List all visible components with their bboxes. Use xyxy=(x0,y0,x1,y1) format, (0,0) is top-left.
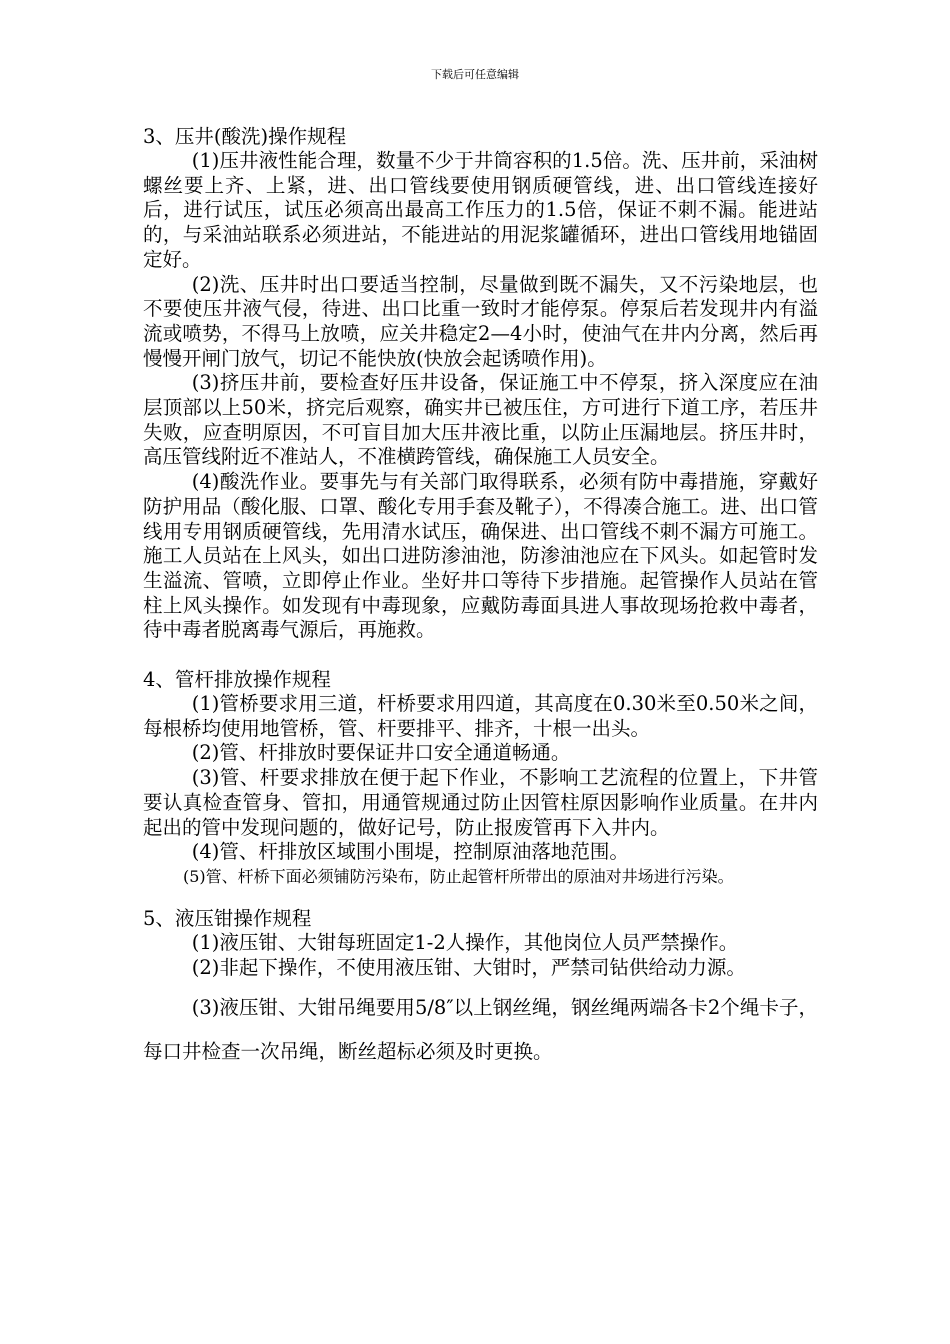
section-title-5: 5、液压钳操作规程 xyxy=(143,906,312,930)
paragraph: (5)管、杆桥下面必须铺防污染布，防止起管杆所带出的原油对井场进行污染。 xyxy=(183,866,734,886)
paragraph: (1)压井液性能合理，数量不少于井筒容积的1.5倍。洗、压井前，采油树螺丝要上齐、上紧，进、出口管线要使用钢质硬管线，进、出口管线连接好后，进行试压，试压必须高出最高工作压力的1.5倍，保证不刺不漏。能进站的，与采油站联系必须进站，不能进站的用泥浆罐循环，进出口管线用地锚固定好。 xyxy=(143,149,818,271)
paragraph: (3)挤压井前，要检查好压井设备，保证施工中不停泵，挤入深度应在油层顶部以上50米，挤完后观察，确实井已被压住，方可进行下道工序，若压井失败，应查明原因，不可盲目加大压井液比重，以防止压漏地层。挤压井时，高压管线附近不准站人，不准横跨管线，确保施工人员安全。 xyxy=(143,371,818,469)
page-header: 下载后可任意编辑 xyxy=(431,68,519,81)
section-spacer xyxy=(143,643,818,667)
paragraph: (1)管桥要求用三道，杆桥要求用四道，其高度在0.30米至0.50米之间，每根桥均使用地管桥，管、杆要排平、排齐，十根一出头。 xyxy=(143,692,818,740)
section-title-3: 3、压井(酸洗)操作规程 xyxy=(143,125,347,148)
document-body xyxy=(143,124,818,1074)
section-title-4: 4、管杆排放操作规程 xyxy=(143,668,331,692)
paragraph: (2)非起下操作，不使用液压钳、大钳时，严禁司钻供给动力源。 xyxy=(191,955,746,979)
section-spacer xyxy=(143,889,818,906)
paragraph: (1)液压钳、大钳每班固定1-2人操作，其他岗位人员严禁操作。 xyxy=(191,930,739,954)
paragraph: (3)管、杆要求排放在便于起下作业，不影响工艺流程的位置上，下井管要认真检查管身、管扣，用通管规通过防止因管柱原因影响作业质量。在井内起出的管中发现问题的，做好记号，防止报废管再下入井内。 xyxy=(143,766,818,839)
paragraph: (3)液压钳、大钳吊绳要用5/8″以上钢丝绳，钢丝绳两端各卡2个绳卡子，每口井检查一次吊绳，断丝超标必须及时更换。 xyxy=(143,996,818,1064)
paragraph: (4)酸洗作业。要事先与有关部门取得联系，必须有防中毒措施，穿戴好防护用品（酸化服、口罩、酸化专用手套及靴子），不得凑合施工。进、出口管线用专用钢质硬管线，先用清水试压，确保进、出口管线不刺不漏方可施工。施工人员站在上风头，如出口进防渗油池，防渗油池应在下风头。如起管时发生溢流、管喷，立即停止作业。坐好井口等待下步措施。起管操作人员站在管柱上风头操作。如发现有中毒现象，应戴防毒面具进人事故现场抢救中毒者，待中毒者脱离毒气源后，再施救。 xyxy=(143,470,818,642)
paragraph: (2)管、杆排放时要保证井口安全通道畅通。 xyxy=(191,741,571,765)
paragraph: (2)洗、压井时出口要适当控制，尽量做到既不漏失，又不污染地层，也不要使压井液气侵，待进、出口比重一致时才能停泵。停泵后若发现井内有溢流或喷势，不得马上放喷，应关井稳定2—4小时，使油气在井内分离，然后再慢慢开闸门放气，切记不能快放(快放会起诱喷作用)。 xyxy=(143,272,818,370)
paragraph: (4)管、杆排放区域围小围堤，控制原油落地范围。 xyxy=(191,840,629,864)
